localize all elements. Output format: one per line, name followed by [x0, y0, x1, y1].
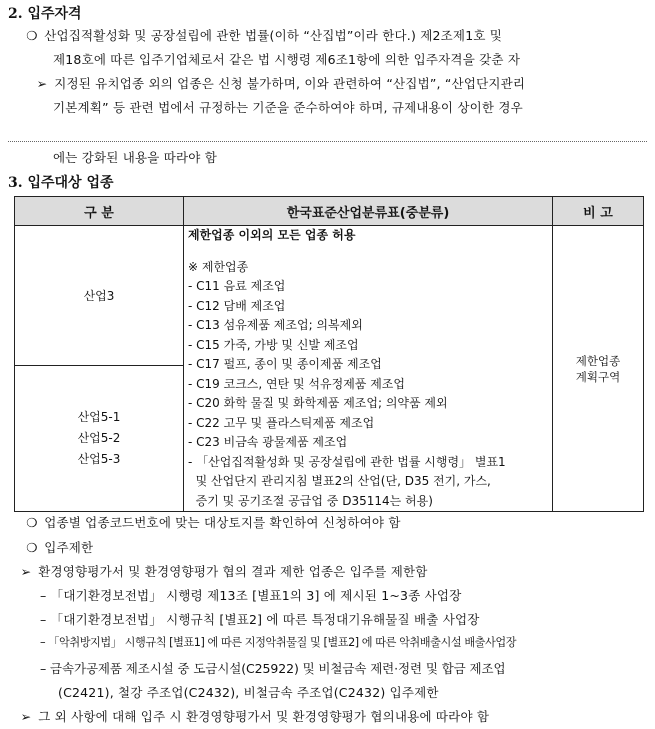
restricted-title: ※ 제한업종	[188, 259, 249, 274]
list-item: - C20 화학 물질 및 화학제품 제조업; 의약품 제외	[188, 396, 448, 410]
group-2-cell	[15, 365, 184, 511]
group-2-label: 산업5-3	[77, 451, 121, 466]
list-item: - C12 담배 제조업	[188, 298, 286, 313]
note-3	[18, 562, 428, 580]
note-2-text: 입주제한	[44, 540, 94, 555]
header-remarks: 비 고	[553, 197, 644, 226]
section-3-heading: 3. 입주대상 업종	[8, 175, 114, 191]
detail-2: – 「대기환경보전법」 시행규칙 [별표2] 에 따른 특정대기유해물질 배출 사업장	[40, 612, 480, 627]
paragraph-2-line-1: 지정된 유치업종 외의 업종은 신청 불가하며, 이와 관련하여 “산집법”, “산업단지관리	[54, 76, 526, 91]
list-item: 및 산업단지 관리지침 별표2의 산업(단, D35 전기, 가스,	[188, 474, 491, 488]
note-1-text: 업종별 업종코드번호에 맞는 대상토지를 확인하여 신청하여야 함	[44, 515, 401, 530]
paragraph-1-line-1: 산업집적활성화 및 공장설립에 관한 법률(이하 “산집법”이라 한다.) 제2조제1호 및	[44, 28, 503, 43]
list-item: - C22 고무 및 플라스틱제품 제조업	[188, 415, 375, 430]
paragraph-2-line-3: 에는 강화된 내용을 따라야 함	[53, 150, 217, 165]
list-item: - C15 가죽, 가방 및 신발 제조업	[188, 337, 359, 352]
allowed-text: 제한업종 이외의 모든 업종 허용	[188, 228, 356, 242]
classification-cell	[184, 226, 553, 512]
circle-bullet-icon: ❍	[26, 28, 38, 43]
paragraph-2	[34, 74, 525, 92]
list-item: - C17 펄프, 종이 및 종이제품 제조업	[188, 357, 382, 371]
detail-4-line-2: (C2421), 철강 주조업(C2432), 비철금속 주조업(C2432) 입주제한	[58, 685, 439, 700]
note-1	[24, 513, 401, 531]
detail-1: – 「대기환경보전법」 시행령 제13조 [별표1의 3] 에 제시된 1~3종 사업장	[40, 588, 462, 603]
group-2-label: 산업5-2	[77, 430, 121, 445]
note-4-text: 그 외 사항에 대해 입주 시 환경영향평가서 및 환경영향평가 협의내용에 따라야 함	[38, 709, 490, 724]
list-item: - C11 음료 제조업	[188, 279, 286, 293]
detail-4-line-1: – 금속가공제품 제조시설 중 도금시설(C25922) 및 비철금속 제련·정련 및 합금 제조업	[40, 661, 506, 676]
list-item: - 「산업집적활성화 및 공장설립에 관한 법률 시행령」 별표1	[188, 454, 506, 469]
arrow-bullet-icon: ➢	[20, 709, 32, 724]
list-item: 증기 및 공기조절 공급업 중 D35114는 허용)	[188, 493, 433, 508]
group-1-label: 산업3	[83, 288, 115, 303]
note-2	[24, 538, 93, 556]
section-2-heading: 2. 입주자격	[8, 6, 82, 22]
detail-3: – 「악취방지법」 시행규칙 [별표1] 에 따른 지정악취물질 및 [별표2] 에 따른 악취배출시설 배출사업장	[40, 636, 517, 649]
industry-table	[14, 196, 644, 512]
paragraph-2-line-2: 기본계획” 등 관련 법에서 규정하는 기준을 준수하여야 하며, 규제내용이 상이한 경우	[53, 100, 523, 115]
list-item: - C19 코크스, 연탄 및 석유정제품 제조업	[188, 376, 405, 391]
group-2-label: 산업5-1	[77, 409, 121, 424]
header-category: 구 분	[15, 197, 184, 226]
paragraph-1-line-2: 제18호에 따른 입주기업체로서 같은 법 시행령 제6조1항에 의한 입주자격을 갖춘 자	[53, 52, 521, 67]
note-3-text: 환경영향평가서 및 환경영향평가 협의 결과 제한 업종은 입주를 제한함	[38, 564, 428, 579]
header-classification: 한국표준산업분류표(중분류)	[184, 197, 553, 226]
remark-line-1: 제한업종	[575, 353, 621, 368]
circle-bullet-icon: ❍	[26, 540, 38, 555]
remarks-cell	[553, 226, 644, 512]
arrow-bullet-icon: ➢	[20, 564, 32, 579]
circle-bullet-icon: ❍	[26, 515, 38, 530]
remark-line-2: 계획구역	[575, 369, 621, 384]
page-break-divider	[8, 141, 647, 142]
note-4	[18, 707, 489, 725]
arrow-bullet-icon: ➢	[36, 76, 48, 91]
list-item: - C23 비금속 광물제품 제조업	[188, 435, 348, 449]
group-1-cell	[15, 226, 184, 366]
list-item: - C13 섬유제품 제조업; 의복제외	[188, 318, 363, 332]
table-header-row	[15, 197, 644, 226]
table-row	[15, 226, 644, 366]
paragraph-1	[24, 26, 502, 44]
